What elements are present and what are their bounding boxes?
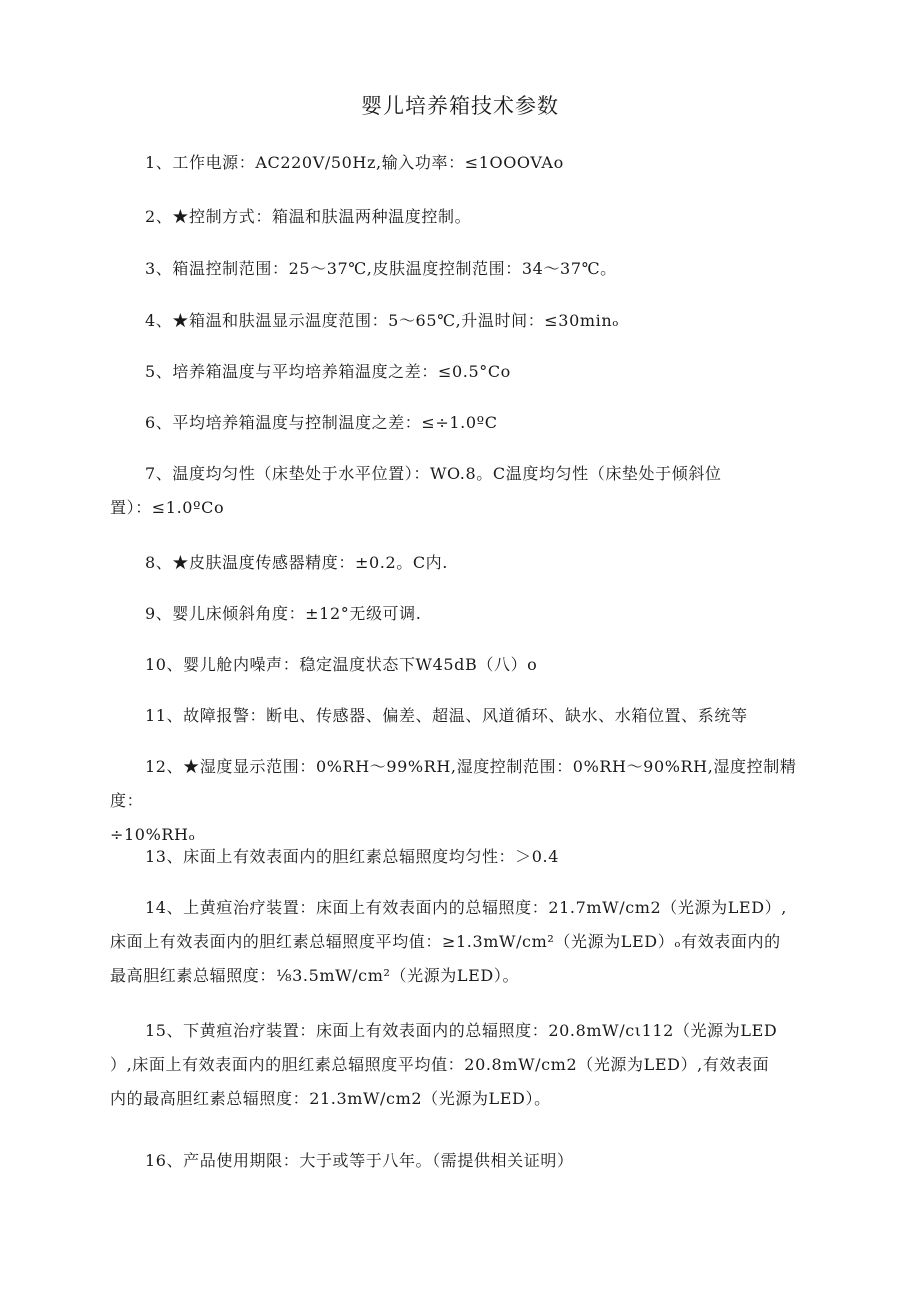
spec-line: 8、★皮肤温度传感器精度：±0.2。C内. [145, 553, 448, 572]
spec-line: 6、平均培养箱温度与控制温度之差：≤÷1.0ºC [145, 413, 498, 432]
spec-item-10 [110, 648, 812, 682]
spec-line: 14、上黄疸治疗装置：床面上有效表面内的总辐照度：21.7mW/cm2（光源为LED）, [145, 898, 787, 917]
spec-line: 11、故障报警：断电、传感器、偏差、超温、风道循环、缺水、水箱位置、系统等 [145, 706, 748, 725]
spec-line: ）,床面上有效表面内的胆红素总辐照度平均值：20.8mW/cm2（光源为LED）,有效表面 [110, 1055, 770, 1074]
spec-item-8 [110, 546, 812, 580]
spec-line: 15、下黄疸治疗装置：床面上有效表面内的总辐照度：20.8mW/cι112（光源为LED [145, 1021, 778, 1040]
spec-line: 10、婴儿舱内噪声：稳定温度状态下W45dB（八）o [145, 655, 538, 674]
spec-line: 12、★湿度显示范围：0%RH～99%RH,湿度控制范围：0%RH～90%RH,湿度控制精度： [110, 757, 797, 810]
spec-line: 4、★箱温和肤温显示温度范围：5～65℃,升温时间：≤30minₒ [145, 311, 620, 330]
spec-item-15 [110, 1014, 812, 1116]
spec-line: 16、产品使用期限：大于或等于八年。（需提供相关证明） [145, 1151, 574, 1170]
spec-line: ÷10%RHₒ [110, 825, 196, 844]
spec-item-1 [110, 146, 812, 180]
spec-line: 7、温度均匀性（床垫处于水平位置）：WO.8。C温度均匀性（床垫处于倾斜位 [145, 464, 722, 483]
document-title: 婴儿培养箱技术参数 [361, 94, 559, 118]
spec-line: 置）：≤1.0ºCo [110, 498, 225, 517]
spec-line: 13、床面上有效表面内的胆红素总辐照度均匀性：＞0.4 [145, 847, 560, 866]
spec-item-9 [110, 597, 812, 631]
spec-line: 最高胆红素总辐照度：⅛3.5mW/cm²（光源为LED）。 [110, 966, 520, 985]
spec-line: 3、箱温控制范围：25～37℃,皮肤温度控制范围：34～37℃。 [145, 259, 617, 278]
spec-item-7 [110, 457, 812, 525]
spec-item-11 [110, 699, 812, 733]
spec-line: 1、工作电源：AC220V/50Hz,输入功率：≤1OOOVAo [145, 153, 564, 172]
spec-item-16 [110, 1144, 812, 1178]
spec-line: 内的最高胆红素总辐照度：21.3mW/cm2（光源为LED）。 [110, 1089, 551, 1108]
spec-item-2 [110, 200, 812, 234]
spec-line: 2、★控制方式：箱温和肤温两种温度控制。 [145, 207, 472, 226]
spec-item-4 [110, 304, 812, 338]
spec-item-13 [110, 840, 812, 874]
spec-line: 5、培养箱温度与平均培养箱温度之差：≤0.5°Co [145, 362, 511, 381]
spec-item-6 [110, 406, 812, 440]
spec-item-14 [110, 891, 812, 993]
spec-line: 床面上有效表面内的胆红素总辐照度平均值：≥1.3mW/cm²（光源为LED）ₒ有效表面内的 [110, 932, 781, 951]
spec-line: 9、婴儿床倾斜角度：±12°无级可调. [145, 604, 422, 623]
spec-item-12 [110, 750, 812, 852]
spec-item-3 [110, 252, 812, 286]
spec-item-5 [110, 355, 812, 389]
